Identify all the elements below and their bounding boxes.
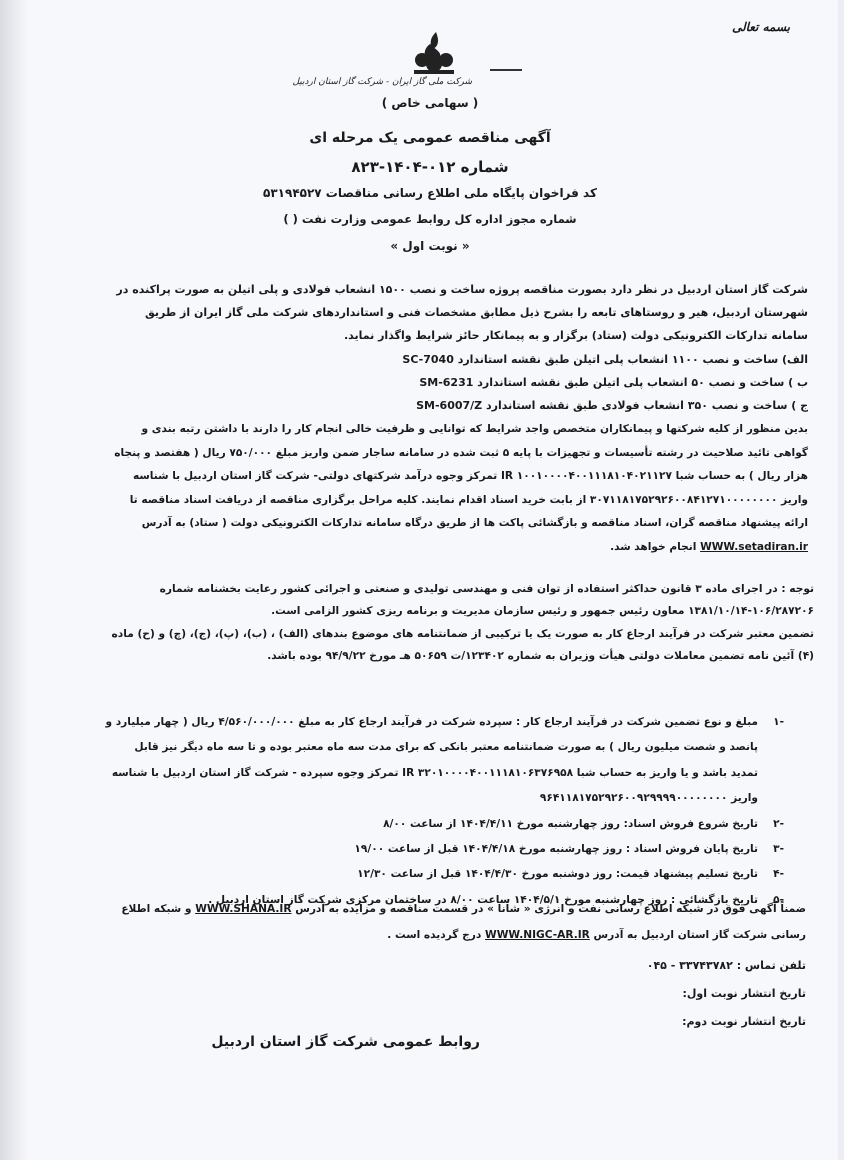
list-item [104,710,784,812]
notice-text: درج گردیده است . [387,929,482,941]
notice-text: و شبکه اطلاع رسانی شرکت گاز استان اردبیل به آدرس [121,903,806,941]
project-items [300,348,808,417]
publish-date-second: تاریخ انتشار نوبت دوم: [682,1015,806,1028]
list-text: تاریخ تسلیم پیشنهاد قیمت: روز دوشنبه مورخ ۱۴۰۴/۴/۳۰ قبل از ساعت ۱۲/۳۰ [357,868,758,881]
note-section [104,578,814,668]
list-item [104,837,784,862]
basmala: بسمه تعالی [731,20,790,34]
contact-phone: تلفن تماس : ۳۳۷۴۳۷۸۲ - ۰۴۵ [646,959,806,972]
list-number: -۴ [773,868,784,881]
list-text: تاریخ پایان فروش اسناد : روز چهارشنبه مورخ ۱۴۰۴/۴/۱۸ قبل از ساعت ۱۹/۰۰ [354,843,758,856]
list-item [104,862,784,887]
page-edge-shadow [0,0,28,1160]
permit-number: شماره مجوز اداره کل روابط عمومی وزارت نفت ( ) [283,212,577,226]
note-paragraph: توجه : در اجرای ماده ۳ قانون حداکثر استفاده از توان فنی و مهندسی تولیدی و صنعتی و اجرائی کشور رعایت بخشنامه شماره ۱۰۶/۲۸۷۲۰۶-۱۳۸۱/۱۰/۱۴ معاون رئیس جمهور و رئیس سازمان مدیریت و برنامه ریزی کشور الزامی است. [159,583,814,618]
list-number: -۱ [773,716,784,728]
company-type: ( سهامی خاص ) [381,96,479,110]
logo-text: شرکت ملی گاز ایران - شرکت گاز استان اردبیل [292,77,472,87]
list-item: ب ) ساخت و نصب ۵۰ انشعاب پلی اتیلن طبق نقشه استاندارد SM-6231 [419,376,808,389]
numbered-list [104,710,784,913]
nigc-link[interactable]: WWW.NIGC-AR.IR [485,929,590,941]
notice-text: ضمناً آگهی فوق در شبکه اطلاع رسانی نفت و انرژی « شانا » در قسمت مناقصه و مزایده به آدرس [295,903,806,915]
list-text: تاریخ بازگشائی : روز چهارشنبه مورخ ۱۴۰۴/۵/۱ ساعت ۸/۰۰ در ساختمان مرکزی شرکت گاز استان اردبیل . [208,893,758,906]
list-text: مبلغ و نوع تضمین شرکت در فرآیند ارجاع کار : سپرده شرکت در فرآیند ارجاع کار به مبلغ ۴/۵۶۰/۰۰۰/۰۰۰ ریال ( چهار میلیارد و پانصد و شصت میلیون ریال ) به صورت ضمانتنامه معتبر بانکی که برای مدت سه ماه معتبر بوده و تا سه ماه دیگر نیز قابل تمدید باشد و یا واریز به حساب شبا IR ۳۲۰۱۰۰۰۰۴۰۰۱۱۱۸۱۰۶۳۷۶۹۵۸ تمرکز وجوه سپرده - شرکت گاز استان اردبیل با شناسه واریز ۹۶۴۱۱۸۱۷۵۲۹۲۶۰۰۹۲۹۹۹۹۰۰۰۰۰۰۰۰ [105,716,758,805]
body-text: بدین منظور از کلیه شرکتها و پیمانکاران متخصص واجد شرایط که توانایی و ظرفیت خالی انجام کار را دارند با داشتن رتبه بندی و گواهی تائید صلاحیت در رشته تأسیسات و تجهیزات با پایه ۵ ثبت شده در سامانه ساجار ضمن واریز مبلغ ۷۵۰/۰۰۰ ریال ( هفتصد و پنجاه هزار ریال ) به حساب شبا IR ۱۰۰۱۰۰۰۰۴۰۰۱۱۱۸۱۰۴۰۲۱۱۲۷ تمرکز وجوه درآمد شرکتهای دولتی- شرکت گاز استان اردبیل با شناسه واریز ۳۰۷۱۱۸۱۷۵۲۹۲۶۰۰۸۴۱۲۷۱۰۰۰۰۰۰۰۰ از بابت خرید اسناد اقدام نمایند. کلیه مراحل برگزاری مناقصه از دریافت اسناد مناقصه تا ارائه پیشنهاد مناقصه گران، اسناد مناقصه و بازگشائی پاکت ها از طریق درگاه سامانه تدارکات الکترونیکی دولت ( ستاد) به آدرس [114,423,808,530]
list-text: تاریخ شروع فروش اسناد: روز چهارشنبه مورخ ۱۴۰۴/۴/۱۱ از ساعت ۸/۰۰ [383,817,758,830]
body-paragraph [104,418,808,560]
list-number: -۳ [773,843,784,856]
list-number: -۵ [773,893,784,906]
setad-link[interactable]: WWW.setadiran.ir [700,540,808,553]
body-tail: انجام خواهد شد. [610,540,697,553]
list-number: -۲ [773,817,784,830]
guarantee-paragraph: تضمین معتبر شرکت در فرآیند ارجاع کار به صورت یک یا ترکیبی از ضمانتنامه های موضوع بندهای (الف) ، (ب)، (پ)، (ج)، (چ) و (ح) ماده (۴) آئین نامه تضمین معاملات دولتی هیأت وزیران به شماره ۱۲۳۴۰۲/ت ۵۰۶۵۹ هـ مورخ ۹۴/۹/۲۲ بوده باشد. [111,627,814,663]
publish-date-first: تاریخ انتشار نوبت اول: [682,987,806,1000]
round-label: « نوبت اول » [390,239,470,253]
shana-link[interactable]: WWW.SHANA.IR [195,903,292,915]
nigc-logo-icon [292,30,476,100]
page-title: آگهی مناقصه عمومی یک مرحله ای [309,130,551,146]
list-item [104,812,784,837]
page-edge-right [838,0,844,1160]
intro-paragraph: شرکت گاز استان اردبیل در نظر دارد بصورت مناقصه پروژه ساخت و نصب ۱۵۰۰ انشعاب فولادی و پلی اتیلن به صورت پراکنده در شهرستان اردبیل، هیر و روستاهای تابعه را بشرح ذیل مطابق مشخصات فنی و استانداردهای شرکت ملی گاز ایران از طریق سامانه تدارکات الکترونیکی دولت (ستاد) برگزار و به پیمانکار حائز شرایط واگذار نماید. [116,283,808,342]
signature: روابط عمومی شرکت گاز استان اردبیل [211,1034,480,1050]
tender-number: شماره ۰۱۲-۱۴۰۴-۸۲۳ [351,158,509,176]
list-item: الف) ساخت و نصب ۱۱۰۰ انشعاب پلی اتیلن طبق نقشه استاندارد SC-7040 [402,353,808,366]
publication-notice [104,893,806,948]
setad-code: کد فراخوان پایگاه ملی اطلاع رسانی مناقصات ۵۳۱۹۴۵۲۷ [263,186,597,200]
list-item: ج ) ساخت و نصب ۳۵۰ انشعاب فولادی طبق نقشه استاندارد SM-6007/Z [416,399,808,412]
contact-block [540,952,806,1036]
header-dash [490,69,522,71]
